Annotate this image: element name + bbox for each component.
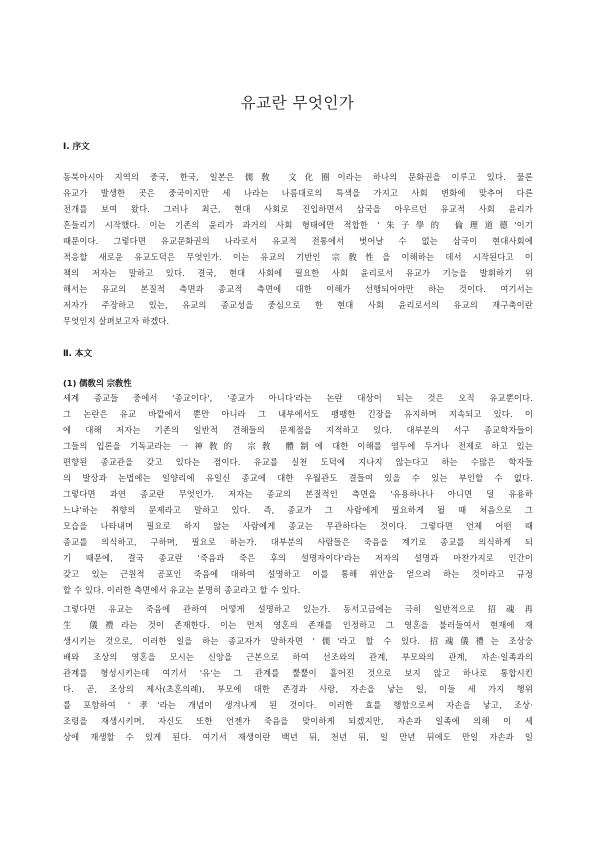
text-line: 모습을 나타내며 필요로 하지 않는 사람에게 종교는 무관하다는 것이다. 그렇다면 언제 어떤 때 bbox=[63, 521, 533, 531]
text-line: 무엇인지 살펴보고자 하겠다. bbox=[63, 316, 170, 326]
text-line: 해서는 유교의 본질적 측면과 종교적 측면에 대한 이해가 선행되어야만 하는 것이다. 여기서는 bbox=[63, 284, 533, 294]
text-line: 배와 조상의 영혼을 모시는 신앙을 근본으로 하여 선조와의 관계, 부모와의 관계, 자손·일족과의 bbox=[63, 652, 533, 662]
text-line: 를 포함하여 '孝'라는 개념이 생겨나게 된 것이다. 이러한 효를 행함으로써 자손을 낳고, 조상· bbox=[63, 700, 533, 710]
text-line: 생시키는 것으로, 이러한 일을 하는 종교자가 말하자면 '儒'라고 할 수 있다. 招魂儀禮는 조상숭 bbox=[63, 636, 533, 646]
text-line: 에 대해 저자는 기존의 일반적 견해들의 문제점을 지적하고 있다. 대부분의 서구 종교학자들이 bbox=[63, 425, 533, 435]
section-heading-body: Ⅱ. 本文 bbox=[63, 349, 93, 359]
text-line: 흔들리기 시작했다. 이는 기존의 윤리가 과거의 사회 형태에만 적합한 '朱子學的 倫理道德'이기 bbox=[63, 220, 533, 230]
text-line: 다. 곧, 조상의 제사(초혼의례), 부모에 대한 존경과 사랑, 자손을 낳는 일, 이들 세 가지 행위 bbox=[63, 684, 533, 694]
text-line: 유교가 발생한 곳은 중국이지만 세 나라는 나름대로의 특색을 가지고 사회 변화에 맞추어 다른 bbox=[63, 188, 533, 198]
text-line: 저자가 주장하고 있는, 유교의 종교성을 중심으로 한 현대 사회 윤리로서의 유교의 재구축이란 bbox=[63, 300, 533, 310]
text-line: 종교를 의식하고, 구하며, 필요로 하는가. 대부분의 사람들은 죽음을 계기로 종교를 의식하게 되 bbox=[63, 537, 533, 547]
text-line: 生 儀禮라는 것이 존재한다. 이는 먼저 영혼의 존재를 인정하고 그 영혼을 불러들여서 현재에 재 bbox=[63, 620, 533, 630]
text-line: 그렇다면 유교는 죽음에 관하여 어떻게 설명하고 있는가. 동서고금에는 극히 일반적으로 招魂再 bbox=[63, 604, 533, 614]
text-line: 세계 종교들 중에서 '종교이다', '종교가 아니다'라는 논란 대상이 되는 것은 오직 유교뿐이다. bbox=[63, 393, 533, 403]
text-line: 편향된 종교관을 갖고 있다는 점이다. 유교를 실천 도덕에 지나지 않는다고 하는 수많은 학자들 bbox=[63, 457, 533, 467]
text-line: 전개를 보여 왔다. 그러나 최근, 현대 사회로 진입하면서 삼국을 아우르던 유교적 사회 윤리가 bbox=[63, 204, 533, 214]
document-title: 유교란 무엇인가 bbox=[240, 94, 355, 112]
text-line: 그들의 입론을 기독교라는 一神敎的 宗敎 體制에 대한 이해를 염두에 두거나 전제로 하고 있는 bbox=[63, 441, 533, 451]
text-line: 느냐'하는 취향의 문제라고 말하고 있다. 즉, 종교가 그 사람에게 필요하게 될 때 처음으로 그 bbox=[63, 505, 533, 515]
text-line: 갖고 있는 근원적 공포인 죽음에 대하여 설명하고 이를 통해 위안을 얻으려 하는 것이라고 규정 bbox=[63, 569, 533, 579]
text-line: 적응할 새로운 유교도덕은 무엇인가. 이는 유교의 기반인 宗敎性을 이해하는 데서 시작된다고 이 bbox=[63, 252, 533, 262]
text-line: 때문이다. 그렇다면 유교문화권의 나라로서 유교적 전통에서 벗어날 수 없는 삼국이 현대사회에 bbox=[63, 236, 533, 246]
text-line: 조령을 재생시키며, 자신도 또한 언젠가 죽음을 맞이하게 되겠지만, 자손과 일족에 의해 이 세 bbox=[63, 716, 533, 726]
text-line: 할 수 있다. 이러한 측면에서 유교는 분명히 종교라고 할 수 있다. bbox=[63, 585, 301, 595]
text-line: 상에 재생할 수 있게 된다. 여기서 재생이란 백년 뒤, 천년 뒤, 일 만년 뒤에도 만일 자손과 일 bbox=[63, 732, 533, 742]
subsection-heading: (1) 儒敎의 宗敎性 bbox=[63, 378, 132, 388]
text-line: 기 때문에, 결국 종교란 '죽음과 죽은 후의 설명자이다'라는 저자의 설명과 마찬가지로 인간이 bbox=[63, 553, 533, 563]
section-heading-preface: Ⅰ. 序文 bbox=[63, 142, 90, 152]
text-line: 그렇다면 과연 종교란 무엇인가. 저자는 종교의 본질적인 측면을 '유용하나나 아니면 덜 유용하 bbox=[63, 489, 533, 499]
text-line: 그 논란은 유교 바깥에서 뿐만 아니라 그 내부에서도 팽팽한 긴장을 유지하며 지속되고 있다. 이 bbox=[63, 409, 533, 419]
text-line: 동북아시아 지역의 중국, 한국, 일본은 儒敎 文化圈이라는 하나의 문화권을 이루고 있다. 물론 bbox=[63, 172, 533, 182]
text-line: 의 발상과 논법에는 일양리에 유일신 종교에 대한 우월관도 결들여 있을 수 있는 부인할 수 없다. bbox=[63, 473, 533, 483]
text-line: 관계를 형성시키는데 여기서 '유'는 그 관계를 뿔뿔이 흩어진 것으로 보지 않고 하나로 통합시킨 bbox=[63, 668, 533, 678]
text-line: 책의 저자는 말하고 있다. 결국, 현대 사회에 필요한 사회 윤리로서 유교가 기능을 발휘하기 위 bbox=[63, 268, 533, 278]
